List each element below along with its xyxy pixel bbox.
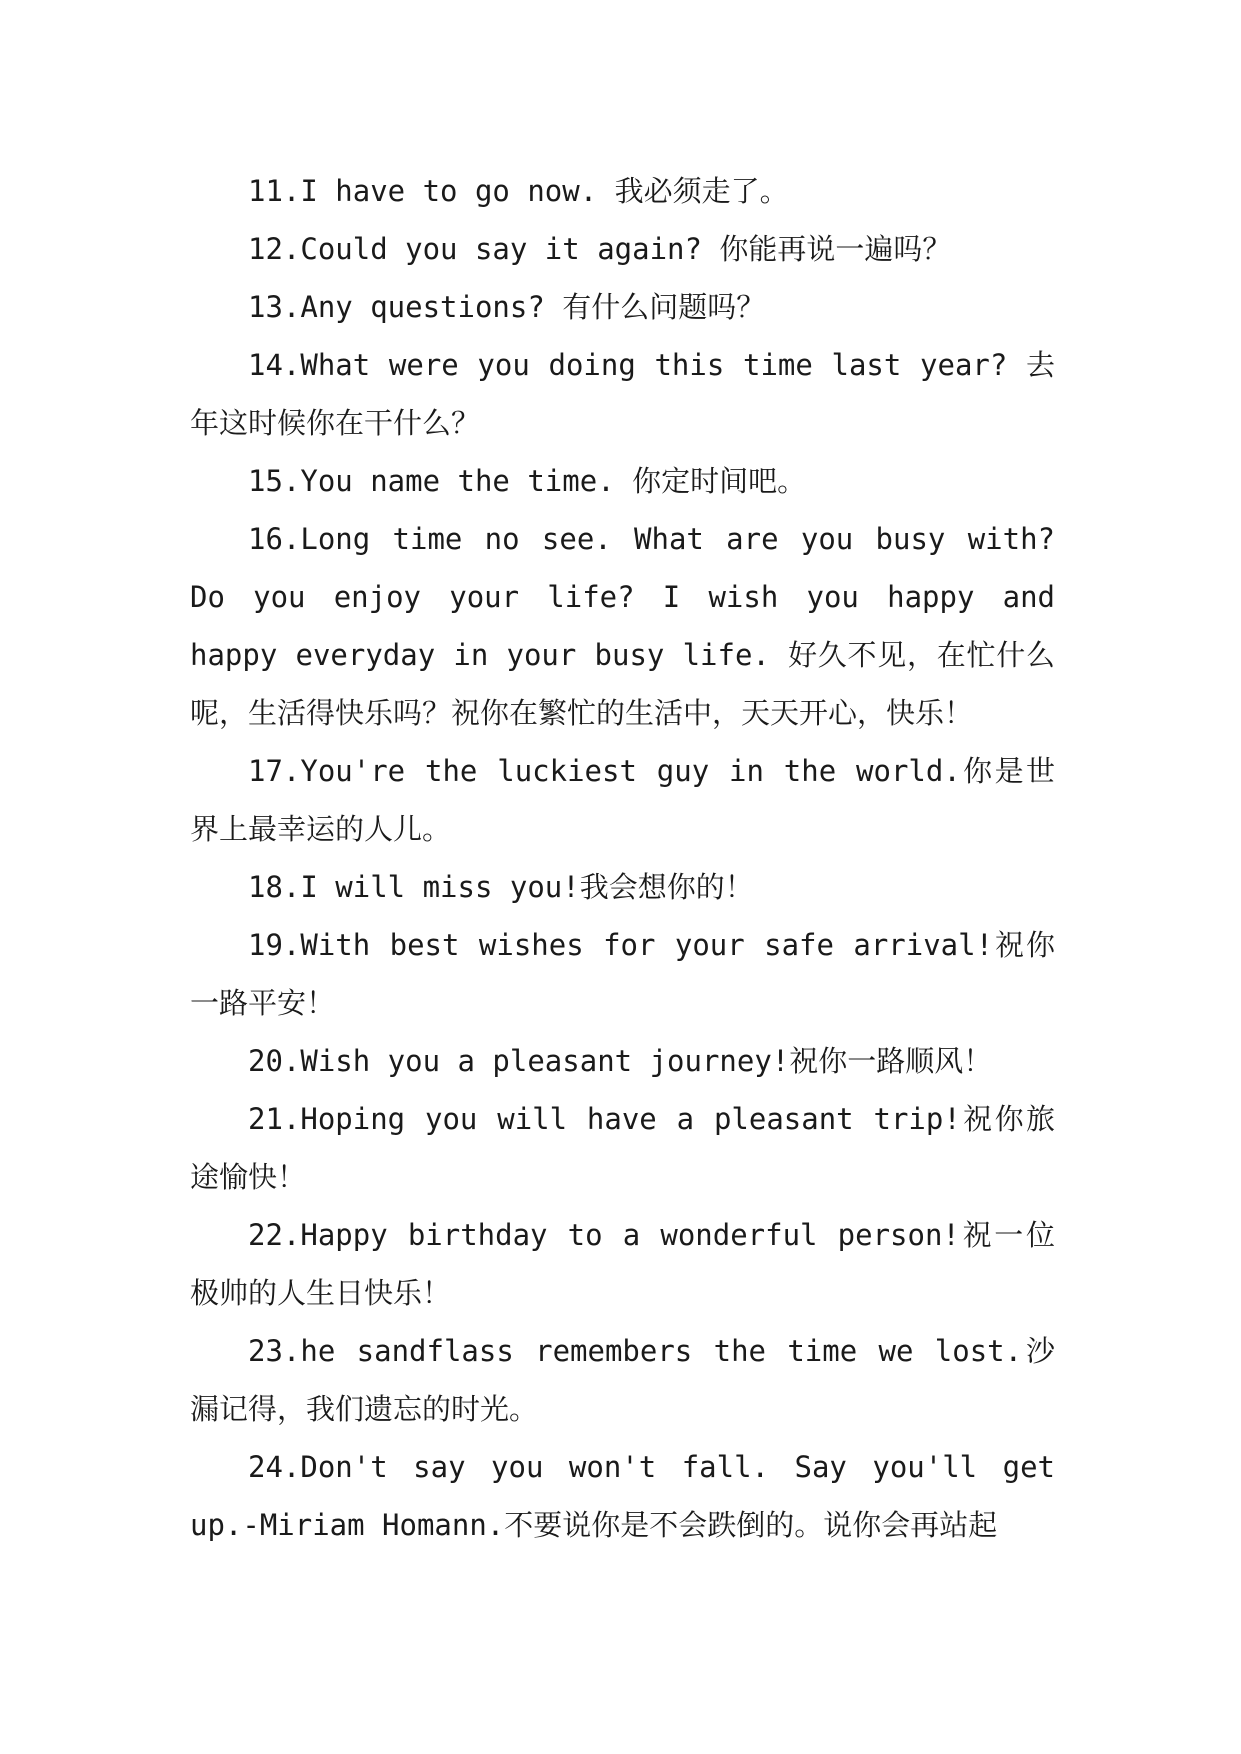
paragraph-19: 19.With best wishes for your safe arrival!祝你一路平安！ bbox=[190, 928, 1055, 1020]
paragraph-12: 12.Could you say it again? 你能再说一遍吗？ bbox=[248, 232, 952, 266]
paragraph-24: 24.Don't say you won't fall. Say you'll get up.-Miriam Homann.不要说你是不会跌倒的。说你会再站起 bbox=[190, 1450, 1055, 1542]
paragraph-11: 11.I have to go now. 我必须走了。 bbox=[248, 174, 789, 208]
paragraph-16: 16.Long time no see. What are you busy with? Do you enjoy your life? I wish you happy and happy everyday in your busy life. 好久不见，在忙什么呢，生活得快乐吗？祝你在繁忙的生活中，天天开心，快乐！ bbox=[190, 522, 1055, 730]
paragraph-14: 14.What were you doing this time last year? 去年这时候你在干什么？ bbox=[190, 348, 1055, 440]
paragraph-13: 13.Any questions? 有什么问题吗？ bbox=[248, 290, 766, 324]
paragraph-22: 22.Happy birthday to a wonderful person!祝一位极帅的人生日快乐！ bbox=[190, 1218, 1055, 1310]
paragraph-15: 15.You name the time. 你定时间吧。 bbox=[248, 464, 807, 498]
paragraph-18: 18.I will miss you!我会想你的！ bbox=[248, 870, 754, 904]
paragraph-17: 17.You're the luckiest guy in the world.你是世界上最幸运的人儿。 bbox=[190, 754, 1055, 846]
document-body bbox=[190, 162, 1055, 1554]
paragraph-20: 20.Wish you a pleasant journey!祝你一路顺风！ bbox=[248, 1044, 993, 1078]
paragraph-21: 21.Hoping you will have a pleasant trip!祝你旅途愉快！ bbox=[190, 1102, 1055, 1194]
paragraph-23: 23.he sandflass remembers the time we lost.沙漏记得，我们遗忘的时光。 bbox=[190, 1334, 1055, 1426]
